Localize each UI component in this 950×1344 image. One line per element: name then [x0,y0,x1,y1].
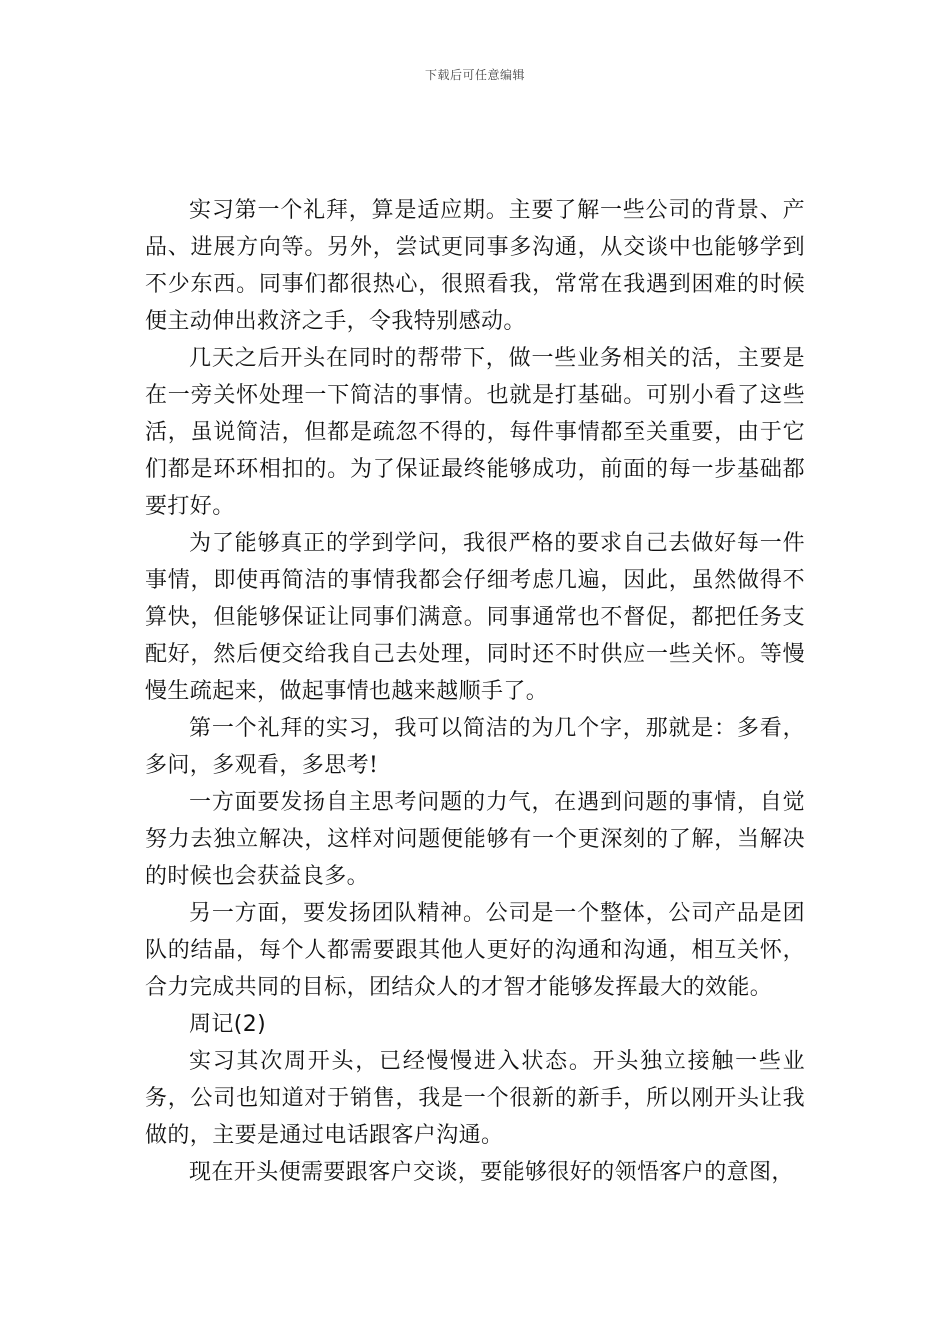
paragraph-6: 另一方面，要发扬团队精神。公司是一个整体，公司产品是团队的结晶，每个人都需要跟其他人更好的沟通和沟通，相互关怀，合力完成共同的目标，团结众人的才智才能够发挥最大的效能。 [145,901,805,1000]
section-heading-weekly-2: 周记(2) [189,1012,267,1037]
paragraph-3: 为了能够真正的学到学问，我很严格的要求自己去做好每一件事情，即使再简洁的事情我都会仔细考虑几遍，因此，虽然做得不算快，但能够保证让同事们满意。同事通常也不督促，都把任务支配好，然后便交给我自己去处理，同时还不时供应一些关怀。等慢慢生疏起来，做起事情也越来越顺手了。 [145,531,805,704]
paragraph-5: 一方面要发扬自主思考问题的力气，在遇到问题的事情，自觉努力去独立解决，这样对问题便能够有一个更深刻的了解，当解决的时候也会获益良多。 [145,790,805,889]
paragraph-1: 实习第一个礼拜，算是适应期。主要了解一些公司的背景、产品、进展方向等。另外，尝试更同事多沟通，从交谈中也能够学到不少东西。同事们都很热心，很照看我，常常在我遇到困难的时候便主动伸出救济之手，令我特别感动。 [145,198,805,334]
header-note: 下载后可任意编辑 [424,68,525,82]
paragraph-4: 第一个礼拜的实习，我可以简洁的为几个字，那就是：多看，多问，多观看，多思考! [145,716,805,778]
body-text [145,192,805,1191]
paragraph-2: 几天之后开头在同时的帮带下，做一些业务相关的活，主要是在一旁关怀处理一下简洁的事情。也就是打基础。可别小看了这些活，虽说简洁，但都是疏忽不得的，每件事情都至关重要，由于它们都是环环相扣的。为了保证最终能够成功，前面的每一步基础都要打好。 [145,346,805,519]
paragraph-7: 实习其次周开头，已经慢慢进入状态。开头独立接触一些业务，公司也知道对于销售，我是一个很新的新手，所以刚开头让我做的，主要是通过电话跟客户沟通。 [145,1049,805,1148]
paragraph-8: 现在开头便需要跟客户交谈，要能够很好的领悟客户的意图， [189,1160,794,1185]
